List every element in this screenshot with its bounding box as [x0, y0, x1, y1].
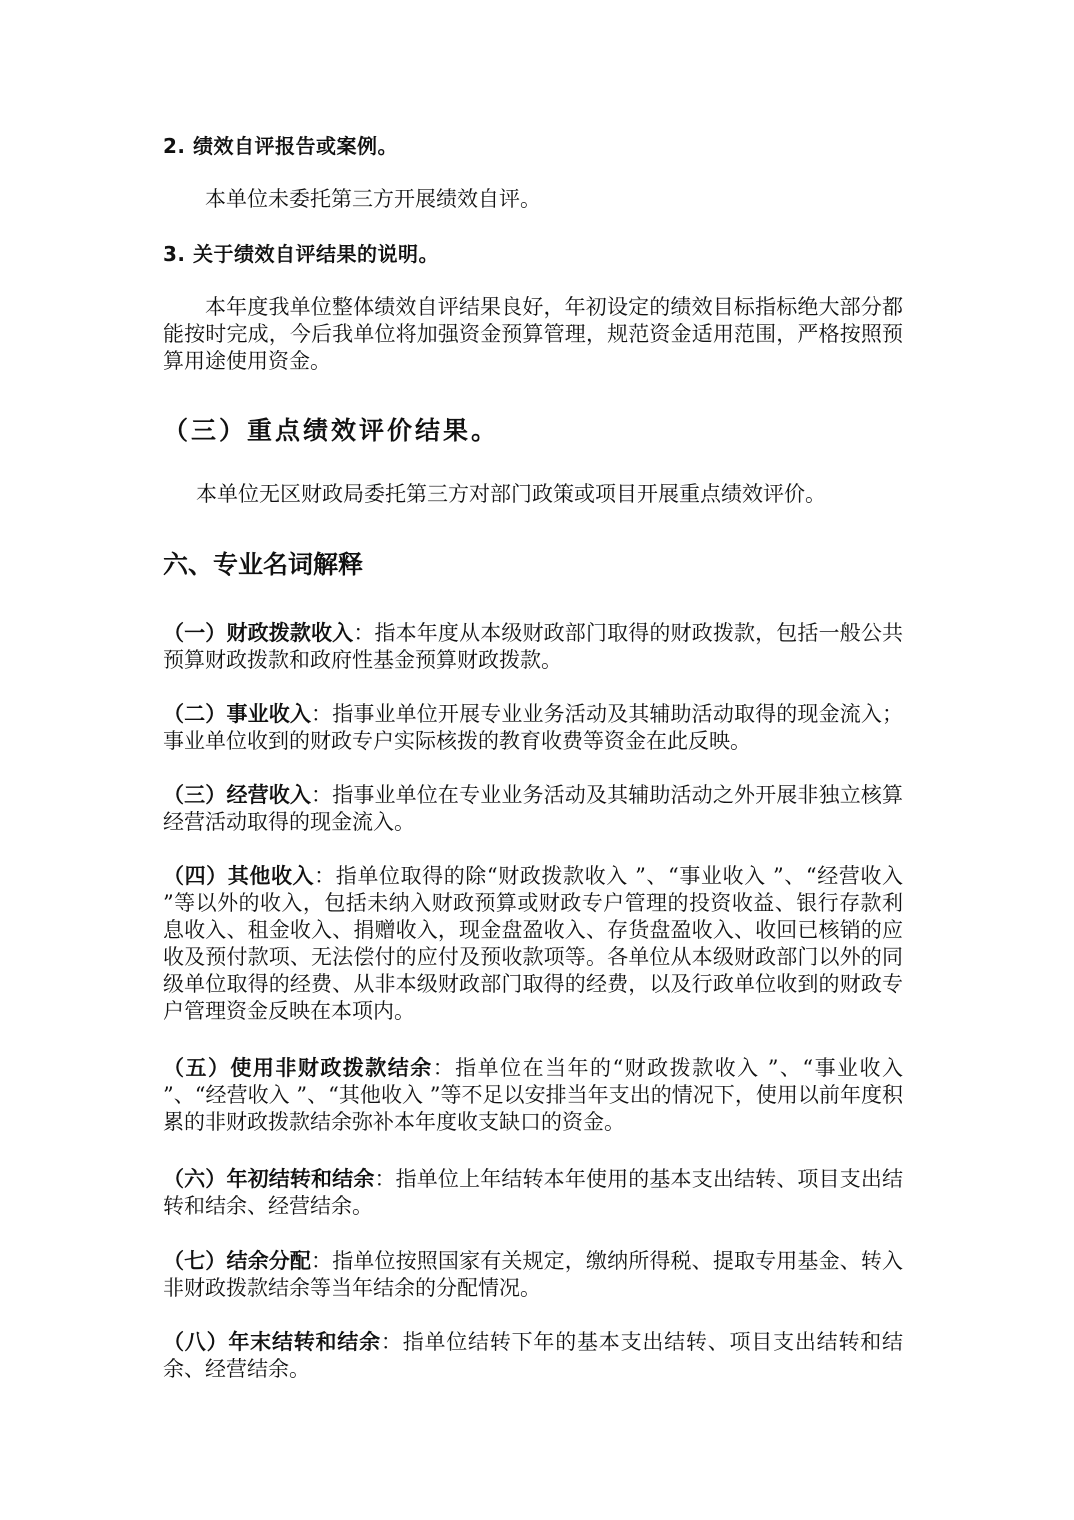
glossary-term-text: 指单位上年结转本年使用的基本支出结转、项目支出结转和结余、经营结余。 [163, 1167, 904, 1218]
glossary-term [163, 863, 903, 1025]
glossary-term-separator: ： [432, 1056, 456, 1080]
glossary-term-label: （六）年初结转和结余 [163, 1167, 375, 1191]
glossary-term [163, 782, 903, 836]
glossary-term-separator: ： [311, 702, 333, 726]
glossary-term-label: （四）其他收入 [163, 864, 315, 888]
glossary-term-text: 指本年度从本级财政部门取得的财政拨款，包括一般公共预算财政拨款和政府性基金预算财政拨款。 [163, 621, 904, 672]
paragraph-self-result: 本年度我单位整体绩效自评结果良好，年初设定的绩效目标指标绝大部分都能按时完成，今后我单位将加强资金预算管理，规范资金适用范围，严格按照预算用途使用资金。 [163, 295, 903, 373]
glossary-term-separator: ： [311, 783, 333, 807]
glossary-term [163, 1166, 903, 1220]
glossary-term-separator: ： [380, 1330, 403, 1354]
glossary-term [163, 620, 903, 674]
glossary-term-separator: ： [314, 864, 336, 888]
glossary-term-text: 指单位取得的除“财政拨款收入 ”、“事业收入 ”、“经营收入 ”等以外的收入，包括未纳入财政预算或财政专户管理的投资收益、银行存款利息收入、租金收入、捐赠收入，现金盘盈收入、存货盘盈收入、收回已核销的应收及预付款项、无法偿付的应付及预收款项等。各单位从本级财政部门以外的同级单位取得的经费、从非本级财政部门取得的经费，以及行政单位收到的财政专户管理资金反映在本项内。 [163, 864, 903, 1023]
glossary-term-text: 指单位结转下年的基本支出结转、项目支出结转和结余、经营结余。 [163, 1330, 904, 1381]
glossary-term-text: 指单位按照国家有关规定，缴纳所得税、提取专用基金、转入非财政拨款结余等当年结余的分配情况。 [163, 1249, 904, 1300]
glossary-term-separator: ： [311, 1249, 333, 1273]
glossary-term-separator: ： [374, 1167, 396, 1191]
glossary-term-text: 指事业单位在专业业务活动及其辅助活动之外开展非独立核算经营活动取得的现金流入。 [163, 783, 904, 834]
glossary-term [163, 1055, 903, 1136]
paragraph-self-report: 本单位未委托第三方开展绩效自评。 [205, 187, 541, 211]
glossary-term [163, 701, 903, 755]
glossary-term-label: （三）经营收入 [163, 783, 312, 807]
glossary-term-text: 指单位在当年的“财政拨款收入 ”、“事业收入 ”、“经营收入 ”、“其他收入 ”等不足以安排当年支出的情况下，使用以前年度积累的非财政拨款结余弥补本年度收支缺口的资金。 [163, 1056, 904, 1134]
glossary-term-label: （七）结余分配 [163, 1249, 312, 1273]
glossary-term-label: （二）事业收入 [163, 702, 312, 726]
heading-self-report: 2. 绩效自评报告或案例。 [163, 134, 398, 158]
glossary-term-label: （一）财政拨款收入 [163, 621, 354, 645]
glossary-term [163, 1329, 903, 1383]
heading-self-result: 3. 关于绩效自评结果的说明。 [163, 242, 439, 266]
glossary-term-separator: ： [353, 621, 375, 645]
heading-key-evaluation: （三）重点绩效评价结果。 [163, 416, 500, 445]
heading-glossary: 六、专业名词解释 [163, 550, 364, 579]
glossary-term-text: 指事业单位开展专业业务活动及其辅助活动取得的现金流入；事业单位收到的财政专户实际核拨的教育收费等资金在此反映。 [163, 702, 904, 753]
paragraph-key-evaluation: 本单位无区财政局委托第三方对部门政策或项目开展重点绩效评价。 [196, 482, 826, 506]
glossary-term-label: （八）年末结转和结余 [163, 1330, 381, 1354]
glossary-term-label: （五）使用非财政拨款结余 [163, 1056, 433, 1080]
glossary-term [163, 1248, 903, 1302]
